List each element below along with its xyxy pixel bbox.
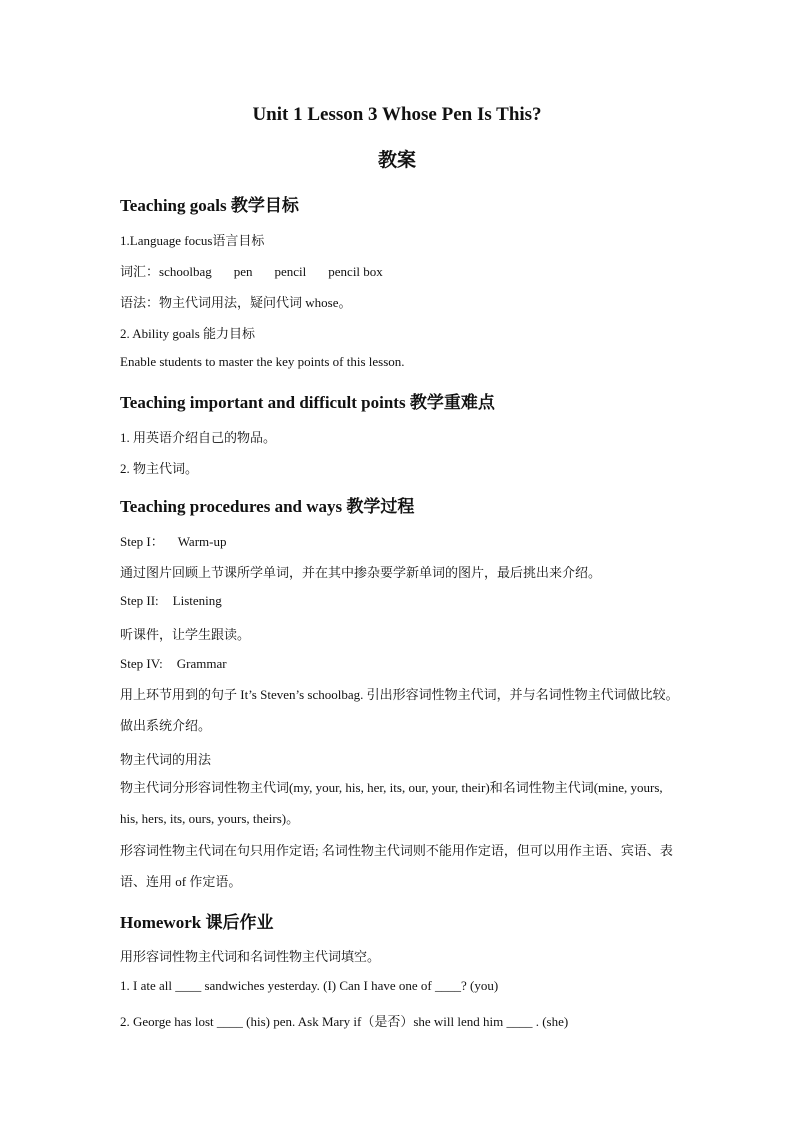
step-name: Grammar [176,656,227,671]
step-label: Step I： [120,534,164,549]
vocabulary-label: 词汇： [120,264,160,279]
key-points-heading: Teaching important and difficult points 教学重难点 [120,393,495,412]
step1-line [120,531,226,550]
step2-description: 听课件，让学生跟读。 [120,627,251,642]
vocab-word: pen [233,264,253,279]
ability-goals-line: 2. Ability goals 能力目标 [120,326,256,341]
step4-line [120,656,227,672]
step2-line [120,593,222,609]
homework-instruction: 用形容词性物主代词和名词性物主代词填空。 [120,949,381,964]
key-point-item: 1. 用英语介绍自己的物品。 [120,430,277,445]
vocab-word: schoolbag [159,264,212,279]
homework-heading: Homework 课后作业 [120,913,274,932]
vocab-word: pencil [274,264,307,279]
vocabulary-line [120,261,383,280]
procedures-heading: Teaching procedures and ways 教学过程 [120,497,415,516]
step-label: Step II: [120,593,159,608]
usage-note: 形容词性物主代词在句只用作定语; 名词性物主代词则不能用作定语，但可以用作主语、宾语、表语、连用 of 作定语。 [120,843,673,889]
step-name: Listening [172,593,222,608]
key-point-item: 2. 物主代词。 [120,461,199,476]
language-focus-line: 1.Language focus语言目标 [120,233,265,248]
usage-text: 物主代词分形容词性物主代词(my, your, his, her, its, our, your, their)和名词性物主代词(mine, yours, his, hers, its, ours, yours, theirs)。 [120,780,663,826]
homework-question-2: 2. George has lost ____ (his) pen. Ask Mary if（是否）she will lend him ____ . (she) [120,1014,569,1029]
homework-question-1: 1. I ate all ____ sandwiches yesterday. (I) Can I have one of ____? (you) [120,978,499,993]
vocab-word: pencil box [328,264,383,279]
grammar-line: 语法：物主代词用法，疑问代词 whose。 [120,295,352,310]
document-subtitle: 教案 [377,149,416,171]
step-label: Step IV: [120,656,163,671]
teaching-goals-heading: Teaching goals 教学目标 [120,196,299,215]
enable-students-line: Enable students to master the key points of this lesson. [120,354,405,369]
step1-description: 通过图片回顾上节课所学单词，并在其中掺杂要学新单词的图片，最后挑出来介绍。 [120,565,602,580]
document-title: Unit 1 Lesson 3 Whose Pen Is This? [252,104,542,125]
usage-title: 物主代词的用法 [120,752,212,767]
step-name: Warm-up [177,534,227,549]
step4-description: 用上环节用到的句子 It’s Steven’s schoolbag. 引出形容词性物主代词，并与名词性物主代词做比较。做出系统介绍。 [120,687,679,733]
